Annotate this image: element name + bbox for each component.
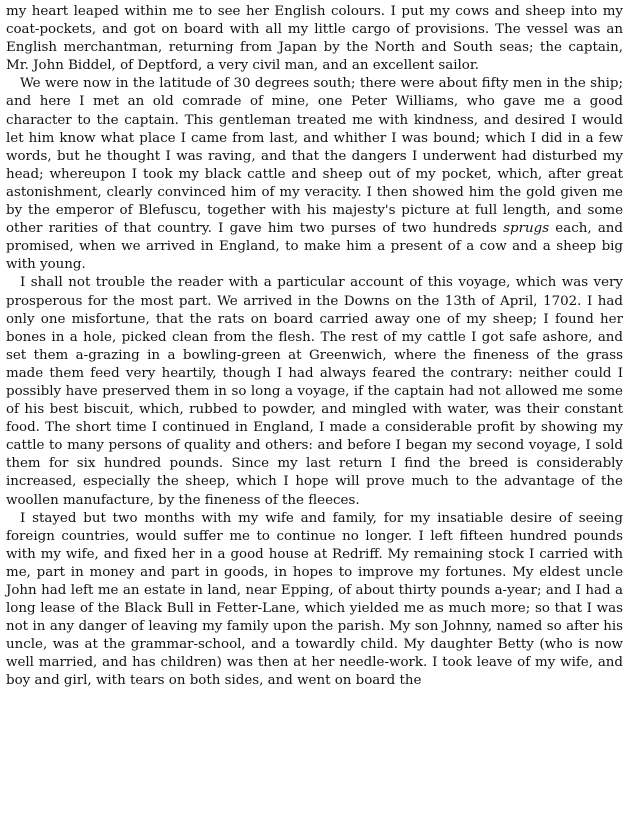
paragraph-family: I stayed but two months with my wife and family, for my insatiable desire of seeing foreign countries, would suffer me to continue no longer. I left fifteen hundred pounds with my wife, and fixed her in a good house at Redriff. My remaining stock I carried with me, part in money and part in goods, in hopes to improve my fortunes. My eldest uncle John had left me an estate in land, near Epping, of about thirty pounds a-year; and I had a long lease of the Black Bull in Fetter-Lane, which yielded me as much more; so that I was not in any danger of leaving my family upon the parish. My son Johnny, named so after his uncle, was at the grammar-school, and a towardly child. My daughter Betty (who is now well married, and has children) was then at her needle-work. I took leave of my wife, and boy and girl, with tears on both sides, and went on board the <box>6 510 623 689</box>
emphasis-word: sprugs <box>503 221 550 237</box>
paragraph-text-segment: each, and promised, when we arrived in England, to make him a present of a cow and a sheep big with young. <box>6 221 624 273</box>
document-page <box>6 3 623 691</box>
paragraph-voyage: I shall not trouble the reader with a particular account of this voyage, which was very prosperous for the most part. We arrived in the Downs on the 13th of April, 1702. I had only one misfortune, that the rats on board carried away one of my sheep; I found her bones in a hole, picked clean from the flesh. The rest of my cattle I got safe ashore, and set them a-grazing in a bowling-green at Greenwich, where the fineness of the grass made them feed very heartily, though I had always feared the contrary: neither could I possibly have preserved them in so long a voyage, if the captain had not allowed me some of his best biscuit, which, rubbed to powder, and mingled with water, was their constant food. The short time I continued in England, I made a considerable profit by showing my cattle to many persons of quality and others: and before I began my second voyage, I sold them for six hundred pounds. Since my last return I find the breed is considerably increased, especially the sheep, which I hope will prove much to the advantage of the woollen manufacture, by the fineness of the fleeces. <box>6 275 623 508</box>
paragraph-text-segment: We were now in the latitude of 30 degrees south; there were about fifty men in the ship; and here I met an old comrade of mine, one Peter Williams, who gave me a good character to the captain. This gentleman treated me with kindness, and desired I would let him know what place I came from last, and whither I was bound; which I did in a few words, but he thought I was raving, and that the dangers I underwent had disturbed my head; whereupon I took my black cattle and sheep out of my pocket, which, after great astonishment, clearly convinced him of my veracity. I then showed him the gold given me by the emperor of Blefuscu, together with his majesty's picture at full length, and some other rarities of that country. I gave him two purses of two hundreds <box>6 76 623 237</box>
paragraph-latitude <box>6 75 623 274</box>
paragraph-continued: my heart leaped within me to see her English colours. I put my cows and sheep into my coat-pockets, and got on board with all my little cargo of provisions. The vessel was an English merchantman, returning from Japan by the North and South seas; the captain, Mr. John Biddel, of Deptford, a very civil man, and an excellent sailor. <box>6 4 623 74</box>
